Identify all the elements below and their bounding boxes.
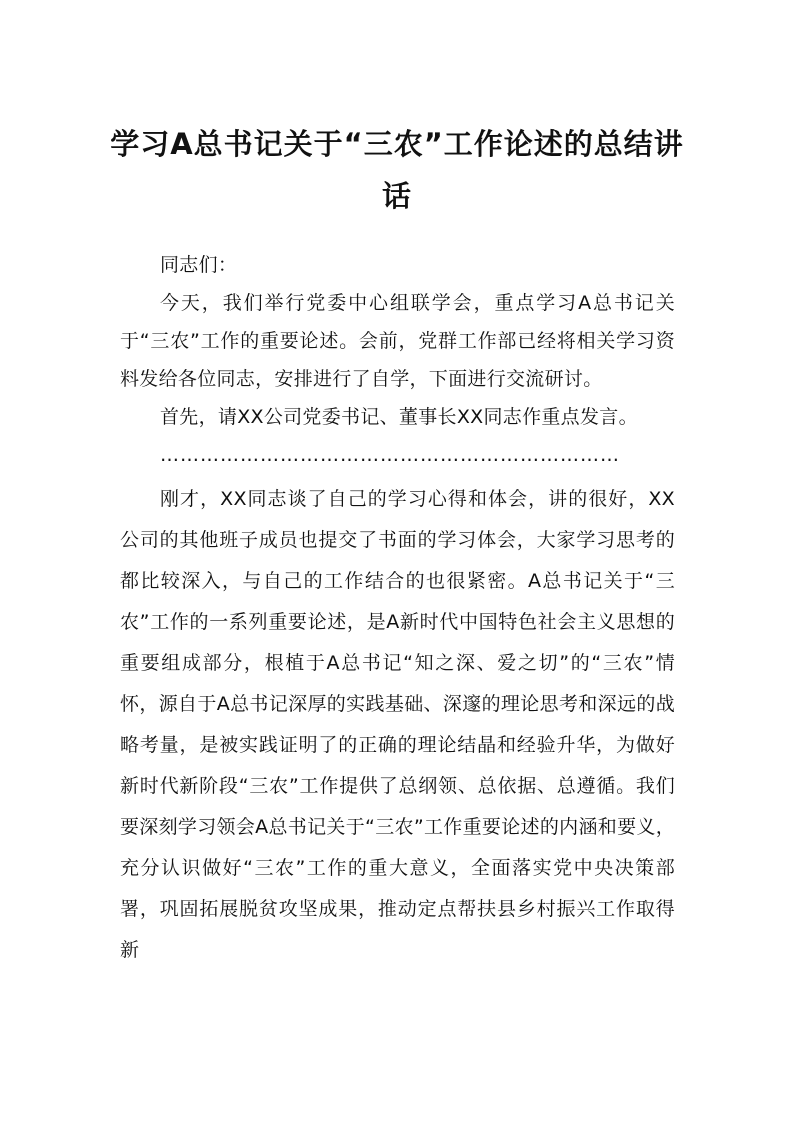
paragraph-first-speaker: 首先，请XX公司党委书记、董事长XX同志作重点发言。	[160, 406, 638, 428]
document-title: 学习A总书记关于“三农”工作论述的总结讲话	[110, 127, 684, 213]
salutation: 同志们：	[160, 254, 238, 276]
ellipsis-separator: ……………………………………………………………	[160, 444, 620, 466]
paragraph-summary: 刚才，XX同志谈了自己的学习心得和体会，讲的很好，XX公司的其他班子成员也提交了书面的学习体会，大家学习思考的都比较深入，与自己的工作结合的也很紧密。A总书记关于“三农”工作的一系列重要论述，是A新时代中国特色社会主义思想的重要组成部分，根植于A总书记“知之深、爱之切”的“三农”情怀，源自于A总书记深厚的实践基础、深邃的理论思考和深远的战略考量，是被实践证明了的正确的理论结晶和经验升华，为做好新时代新阶段“三农”工作提供了总纲领、总依据、总遵循。我们要深刻学习领会A总书记关于“三农”工作重要论述的内涵和要义，充分认识做好“三农”工作的重大意义，全面落实党中央决策部署，巩固拓展脱贫攻坚成果，推动定点帮扶县乡村振兴工作取得新	[120, 488, 675, 961]
paragraph-opening: 今天，我们举行党委中心组联学会，重点学习A总书记关于“三农”工作的重要论述。会前，党群工作部已经将相关学习资料发给各位同志，安排进行了自学，下面进行交流研讨。	[120, 292, 675, 390]
document-body	[120, 246, 675, 971]
